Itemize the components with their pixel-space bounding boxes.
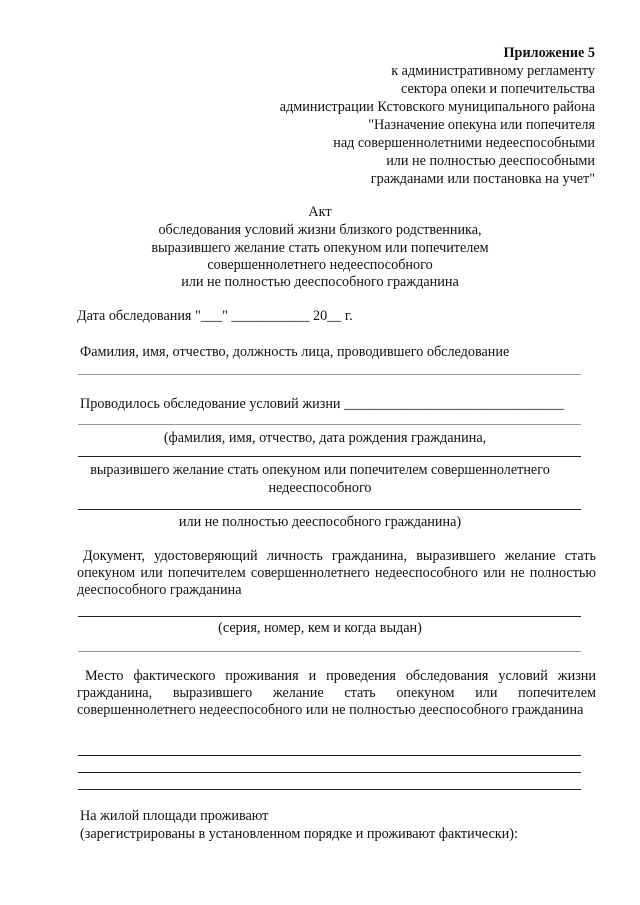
- act-title-line: выразившего желание стать опекуном или попечителем: [151, 240, 489, 256]
- header-line: "Назначение опекуна или попечителя: [368, 117, 595, 133]
- citizen-hint: недееспособного: [268, 480, 372, 496]
- header-line: к административному регламенту: [391, 63, 595, 79]
- header-line: администрации Кстовского муниципального района: [279, 99, 595, 115]
- conducted-line: [78, 424, 581, 425]
- document-line: [78, 651, 581, 652]
- document-label: Документ, удостоверяющий личность гражданина, выразившего желание стать опекуном или попечителем совершеннолетнего недееспособного или не полностью дееспособного гражданина: [77, 548, 596, 598]
- survey-date-field: Дата обследования "___" ___________ 20__ г.: [77, 308, 353, 324]
- citizen-line: [78, 509, 581, 510]
- living-hint: (зарегистрированы в установленном порядке и проживают фактически):: [80, 826, 518, 842]
- conducted-label: Проводилось обследование условий жизни _______________________________: [80, 396, 564, 412]
- header-line: или не полностью дееспособными: [386, 153, 595, 169]
- residence-label: Место фактического проживания и проведения обследования условий жизни гражданина, выразившего желание стать опекуном или попечителем совершеннолетнего недееспособного или не полностью дееспособного гражданина: [77, 668, 596, 718]
- act-heading: Акт: [308, 204, 332, 220]
- inspector-line: [78, 374, 581, 375]
- act-title-line: обследования условий жизни близкого родственника,: [158, 222, 482, 238]
- document-line: [78, 616, 581, 617]
- act-title-line: или не полностью дееспособного гражданина: [181, 274, 459, 290]
- document-hint: (серия, номер, кем и когда выдан): [218, 620, 422, 636]
- citizen-hint: (фамилия, имя, отчество, дата рождения гражданина,: [163, 430, 487, 446]
- act-title-line: совершеннолетнего недееспособного: [207, 257, 433, 273]
- header-line: гражданами или постановка на учет": [370, 171, 595, 187]
- header-line: сектора опеки и попечительства: [401, 81, 595, 97]
- residence-line: [78, 789, 581, 790]
- header-line: над совершеннолетними недееспособными: [333, 135, 595, 151]
- citizen-line: [78, 456, 581, 457]
- residence-line: [78, 755, 581, 756]
- citizen-hint: или не полностью дееспособного гражданина): [178, 514, 462, 530]
- living-label: На жилой площади проживают: [80, 808, 269, 824]
- inspector-label: Фамилия, имя, отчество, должность лица, проводившего обследование: [80, 344, 510, 360]
- appendix-number: Приложение 5: [503, 45, 595, 61]
- citizen-hint: выразившего желание стать опекуном или попечителем совершеннолетнего: [90, 462, 550, 478]
- residence-line: [78, 772, 581, 773]
